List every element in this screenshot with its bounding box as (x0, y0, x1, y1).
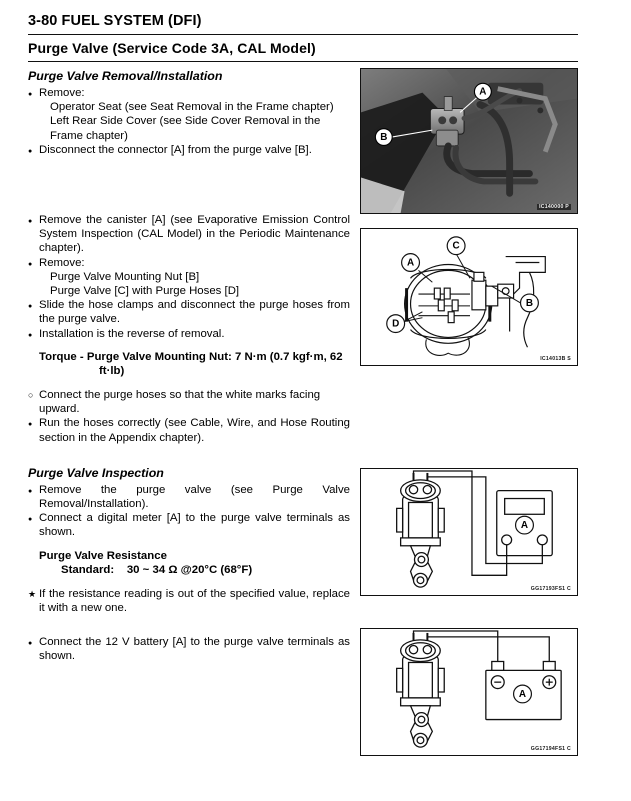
list-item-label: Slide the hose clamps and disconnect the purge hoses from the purge valve. (39, 299, 350, 326)
spec-standard-value: 30 ~ 34 Ω @20°C (68°F) (126, 564, 253, 577)
figure-battery-test (360, 628, 578, 756)
list-item-sub: Purge Valve [C] with Purge Hoses [D] (50, 285, 240, 298)
canister-graphic (361, 229, 577, 365)
list-item (28, 327, 350, 341)
list-item-label: Connect the purge hoses so that the white marks facing upward. (39, 389, 321, 416)
bullet-dot-icon (28, 256, 32, 272)
bullet-dot-icon (28, 635, 32, 651)
list-item-label: Remove the purge valve (see Purge Valve Removal/Installation). (39, 483, 350, 511)
body-text-column (28, 68, 350, 664)
bullet-dot-icon (28, 86, 32, 102)
callout-a-label: A (518, 688, 527, 700)
spec-standard-row (28, 563, 350, 578)
torque-value: 7 N·m (0.7 kgf·m, 62 (234, 350, 343, 363)
battery-graphic (361, 629, 577, 755)
bullet-dot-icon (28, 298, 32, 314)
bullet-dot-icon (28, 143, 32, 159)
section-title: Purge Valve (Service Code 3A, CAL Model) (28, 40, 316, 56)
figure-id: GG17194FS1 C (530, 746, 571, 752)
column-spacer (28, 540, 350, 549)
list-item (28, 298, 350, 326)
list-item (28, 388, 350, 416)
list-item (28, 86, 350, 100)
meter-graphic (361, 469, 577, 595)
list-item-label: Remove: (39, 87, 85, 99)
list-item-sub: Purge Valve Mounting Nut [B] (50, 270, 200, 283)
figure-canister-diagram (360, 228, 578, 366)
page-folio: 3-80 FUEL SYSTEM (DFI) (28, 13, 202, 29)
torque-label: Torque - Purge Valve Mounting Nut: (39, 350, 232, 363)
callout-c-label: C (452, 240, 460, 252)
bullet-dot-icon (28, 416, 32, 432)
torque-specification (28, 350, 350, 379)
callout-b-label: B (525, 297, 534, 309)
list-item-label: Disconnect the connector [A] from the purge valve [B]. (39, 143, 312, 156)
column-spacer (28, 341, 350, 350)
list-item (28, 213, 350, 256)
list-item (28, 511, 350, 539)
column-spacer (28, 157, 350, 213)
column-spacer (28, 615, 350, 635)
figure-id: IC140000 P (539, 204, 569, 210)
list-item-label: Remove the canister [A] (see Evaporative Emission Control System Inspection (CAL Model) in the Periodic Maintenance chapter). (39, 214, 350, 255)
list-item (28, 143, 350, 157)
list-item (28, 483, 350, 511)
list-item (28, 587, 350, 615)
spec-standard-label: Standard: (61, 564, 115, 577)
list-item-label: Installation is the reverse of removal. (39, 327, 225, 340)
bullet-dot-icon (28, 511, 32, 527)
header-rule-bottom (28, 61, 578, 62)
callout-a-label: A (520, 520, 529, 532)
spec-heading: Purge Valve Resistance (39, 549, 167, 562)
page-header (28, 12, 578, 62)
photo-graphic (361, 69, 577, 213)
torque-value-continuation: ft·lb) (99, 365, 125, 378)
callout-a-label: A (406, 257, 415, 269)
list-item-label: Remove: (39, 256, 85, 269)
callout-a-label: A (479, 86, 487, 98)
list-item (28, 416, 350, 444)
column-spacer (28, 445, 350, 465)
list-item-sub: Operator Seat (see Seat Removal in the Frame chapter) (50, 101, 334, 114)
list-item-label: If the resistance reading is out of the specified value, replace it with a new one. (39, 587, 350, 615)
list-item-sub: Left Rear Side Cover (see Side Cover Removal in the Frame chapter) (50, 115, 321, 142)
list-item (28, 635, 350, 663)
list-item (28, 256, 350, 270)
figure-id: GG17193FS1 C (530, 586, 571, 592)
list-item-label: Connect the 12 V battery [A] to the purge valve terminals as shown. (39, 636, 350, 663)
figure-digital-meter-test (360, 468, 578, 596)
subsection-heading-inspection: Purge Valve Inspection (28, 465, 164, 480)
list-item-label: Connect a digital meter [A] to the purge valve terminals as shown. (39, 512, 350, 539)
figure-purge-valve-location-photo (360, 68, 578, 214)
column-spacer (28, 578, 350, 587)
column-spacer (28, 379, 350, 388)
callout-b-label: B (380, 132, 388, 144)
callout-d-label: D (392, 318, 400, 330)
bullet-dot-icon (28, 327, 32, 343)
bullet-star-icon (28, 587, 36, 601)
bullet-dot-icon (28, 213, 32, 229)
bullet-dot-icon (28, 483, 32, 499)
subsection-heading-removal: Purge Valve Removal/Installation (28, 69, 223, 83)
figure-id: IC14013B S (540, 356, 571, 362)
bullet-open-circle-icon (28, 388, 33, 402)
list-item-label: Run the hoses correctly (see Cable, Wire, and Hose Routing section in the Appendix chapter). (39, 417, 350, 444)
